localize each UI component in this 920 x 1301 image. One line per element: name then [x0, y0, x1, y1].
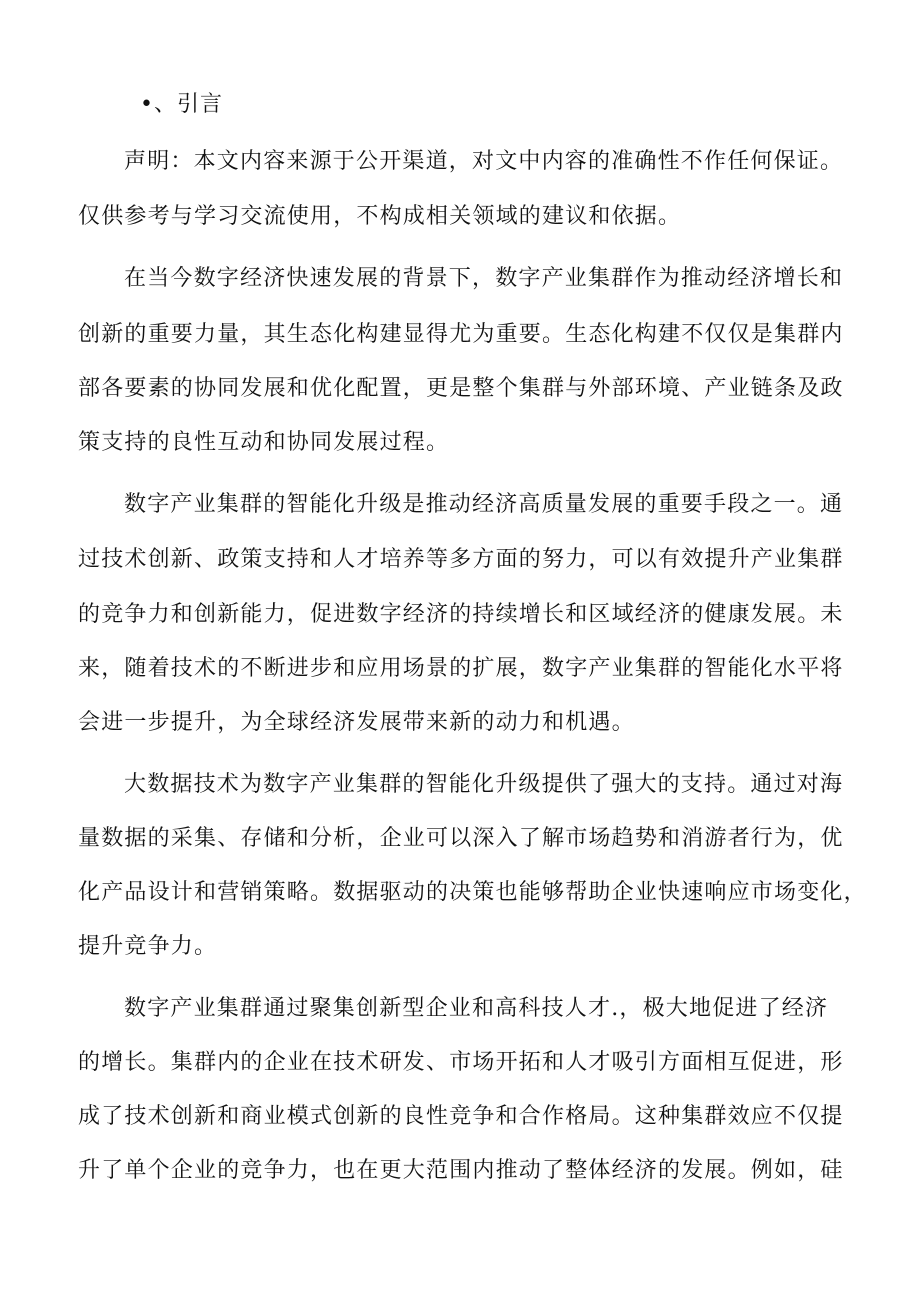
paragraph-5-line-4: 升了单个企业的竞争力，也在更大范围内推动了整体经济的发展。例如，硅: [78, 1158, 844, 1183]
paragraph-5-line-1: 数字产业集群通过聚集创新型企业和高科技人才.，极大地促进了经济: [124, 996, 829, 1021]
paragraph-3-line-5: 会进一步提升，为全球经济发展带来新的动力和机遇。: [78, 710, 635, 735]
paragraph-2-line-2: 创新的重要力量，其生态化构建显得尤为重要。生态化构建不仅仅是集群内: [78, 322, 844, 347]
paragraph-1-line-2: 仅供参考与学习交流使用，不构成相关领域的建议和依据。: [78, 204, 682, 229]
paragraph-4-line-4: 提升竞争力。: [78, 934, 218, 959]
section-heading: •、引言: [140, 92, 223, 117]
paragraph-5-line-2: 的增长。集群内的企业在技术研发、市场开拓和人才吸引方面相互促进，形: [78, 1050, 844, 1075]
paragraph-2-line-4: 策支持的良性互动和协同发展过程。: [78, 430, 450, 455]
paragraph-4-line-3: 化产品设计和营销策略。数据驱动的决策也能够帮助企业快速响应市场变化，: [78, 880, 867, 905]
paragraph-1-line-1: 声明：本文内容来源于公开渠道，对文中内容的准确性不作任何保证。: [124, 149, 844, 174]
paragraph-2-line-1: 在当今数字经济快速发展的背景下，数字产业集群作为推动经济增长和: [124, 266, 844, 291]
paragraph-3-line-2: 过技术创新、政策支持和人才培养等多方面的努力，可以有效提升产业集群: [78, 547, 844, 572]
paragraph-2-line-3: 部各要素的协同发展和优化配置，更是整个集群与外部环境、产业链条及政: [78, 376, 844, 401]
paragraph-3-line-1: 数字产业集群的智能化升级是推动经济高质量发展的重要手段之一。通: [124, 492, 844, 517]
paragraph-5-line-3: 成了技术创新和商业模式创新的良性竞争和合作格局。这种集群效应不仅提: [78, 1104, 844, 1129]
paragraph-4-line-2: 量数据的采集、存储和分析，企业可以深入了解市场趋势和消游者行为，优: [78, 826, 844, 851]
paragraph-3-line-4: 来，随着技术的不断进步和应用场景的扩展，数字产业集群的智能化水平将: [78, 656, 844, 681]
paragraph-3-line-3: 的竞争力和创新能力，促进数字经济的持续增长和区域经济的健康发展。未: [78, 602, 844, 627]
paragraph-4-line-1: 大数据技术为数字产业集群的智能化升级提供了强大的支持。通过对海: [124, 772, 844, 797]
